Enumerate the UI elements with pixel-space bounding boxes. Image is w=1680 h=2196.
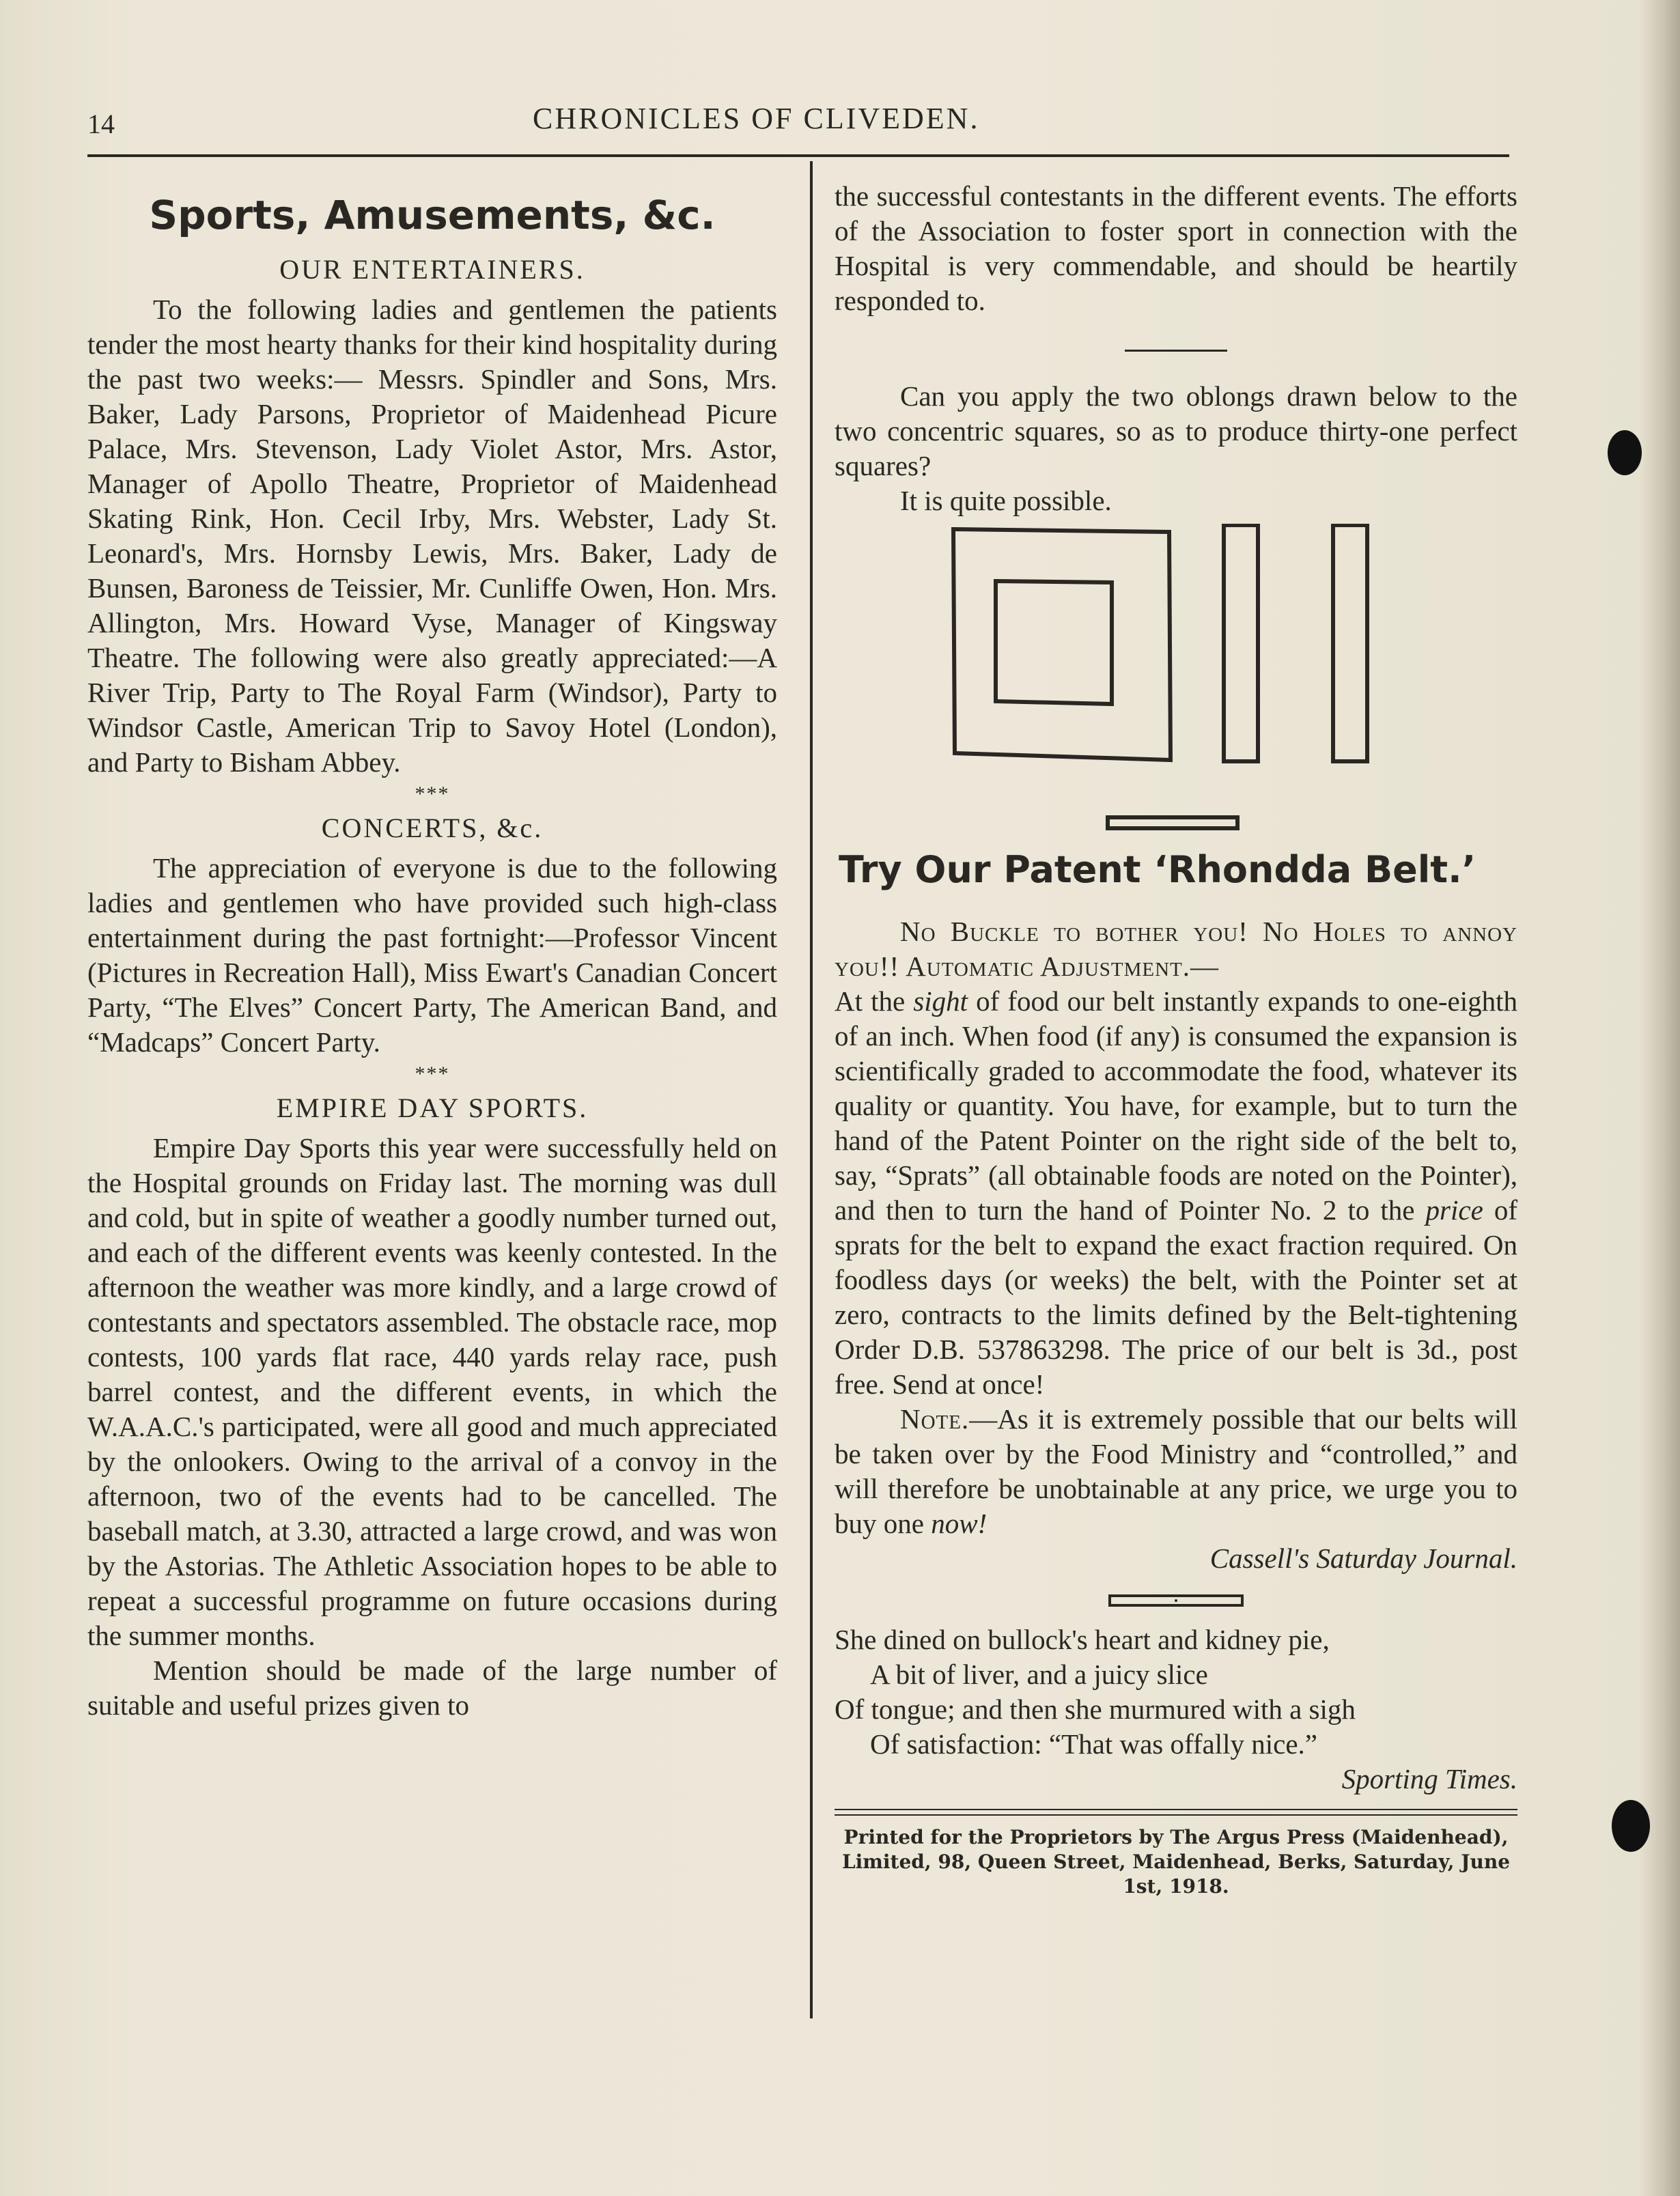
page-number: 14 (87, 109, 115, 139)
imprint-rule (835, 1809, 1517, 1816)
poem-line: Of satisfaction: “That was offally nice.” (870, 1728, 1317, 1760)
empire-heading: EMPIRE DAY SPORTS. (276, 1093, 589, 1123)
empire-body-2: Mention should be made of the large number of suitable and useful prizes given to (87, 1655, 777, 1721)
column-divider (810, 161, 813, 2018)
right-column (835, 179, 1517, 1899)
poem (835, 1622, 1517, 1762)
entertainers-heading: OUR ENTERTAINERS. (279, 254, 585, 285)
concerts-heading: CONCERTS, &c. (321, 813, 544, 843)
book-spine-shadow (1639, 0, 1680, 2196)
poem-line: A bit of liver, and a juicy slice (870, 1659, 1208, 1690)
header-rule (87, 154, 1509, 157)
entertainers-body: To the following ladies and gentlemen the patients tender the most hearty thanks for their kind hospitality during the past two weeks:— Messrs. Spindler and Sons, Mrs. Baker, Lady Parsons, Proprietor of Maidenhead Picure Palace, Mrs. Stevenson, Lady Violet Astor, Mrs. Astor, Manager of Apollo Theatre, Proprietor of Maidenhead Skating Rink, Hon. Cecil Irby, Mrs. Webster, Lady St. Leonard's, Mrs. Hornsby Lewis, Mrs. Baker, Lady de Bunsen, Baroness de Teissier, Mr. Cunliffe Owen, Hon. Mrs. Allington, Mrs. Howard Vyse, Manager of Kingsway Theatre. The following were also greatly appreciated:—A River Trip, Party to The Royal Farm (Windsor), Party to Windsor Castle, American Trip to Savoy Hotel (London), and Party to Bisham Abbey. (87, 294, 777, 778)
poem-line: Of tongue; and then she murmured with a sigh (835, 1693, 1356, 1725)
oblong-2 (1333, 525, 1367, 761)
advert-lead: No Buckle to bother you! No Holes to annoy you!! Automatic Adjustment.— (835, 916, 1517, 982)
advert-body: At the sight of food our belt instantly expands to one-eighth of an inch. When food (if any) is consumed the expansion is scientifically graded to accommodate the food, whatever its quality or quantity. You have, for example, but to turn the hand of the Patent Pointer on the right side of the belt to, say, “Sprats” (all obtainable foods are noted on the Pointer), and then to turn the hand of Pointer No. 2 to the price of sprats for the belt to expand the exact fraction required. On foodless days (or weeks) the belt, with the Pointer set at zero, contracts to the limits defined by the Belt-tightening Order D.B. 537863298. The price of our belt is 3d., post free. Send at once! (835, 985, 1518, 1400)
printer-imprint: Printed for the Proprietors by The Argus Press (Maidenhead), Limited, 98, Queen Street, Maidenhead, Berks, Saturday, June 1st, 1918. (841, 1826, 1511, 1898)
puzzle-diagram (951, 524, 1429, 831)
inner-square (996, 581, 1112, 704)
separator-stars: *** (415, 1062, 450, 1085)
empire-body: Empire Day Sports this year were successfully held on the Hospital grounds on Friday last. The morning was dull and cold, but in spite of weather a goodly number turned out, and each of the different events was keenly contested. In the afternoon the weather was more kindly, and a large crowd of contestants and spectators assembled. The obstacle race, mop contests, 100 yards flat race, 440 yards relay race, push barrel contest, and the different events, in which the W.A.A.C.'s participated, were all good and much appreciated by the onlookers. Owing to the arrival of a convoy in the afternoon, two of the events had to be cancelled. The baseball match, at 3.30, attracted a large crowd, and was won by the Astorias. The Athletic Association hopes to be able to repeat a successful programme on future occasions during the summer months. (87, 1132, 777, 1651)
outer-square (953, 529, 1171, 760)
poem-source: Sporting Times. (1341, 1763, 1517, 1794)
advert-note: Note.—As it is extremely possible that our belts will be taken over by the Food Ministry and “controlled,” and will therefore be unobtainable at any price, we urge you to buy one now! (835, 1403, 1517, 1539)
section-title: Sports, Amusements, &c. (149, 192, 716, 238)
concerts-body: The appreciation of everyone is due to the following ladies and gentlemen who have provided such high-class entertainment during the past fortnight:—Professor Vincent (Pictures in Recreation Hall), Miss Ewart's Canadian Concert Party, “The Elves” Concert Party, The American Band, and “Madcaps” Concert Party. (87, 852, 777, 1058)
continuation-text: the successful contestants in the different events. The efforts of the Association to foster sport in connection with the Hospital is very commendable, and should be heartily responded to. (835, 180, 1517, 316)
puzzle-answer: It is quite possible. (900, 485, 1112, 516)
poem-line: She dined on bullock's heart and kidney pie, (835, 1624, 1330, 1655)
oblong-3 (1108, 817, 1237, 828)
advert-title: Try Our Patent ‘Rhondda Belt.’ (839, 848, 1476, 891)
punch-hole (1608, 430, 1642, 475)
punch-hole (1612, 1800, 1650, 1852)
advert-source: Cassell's Saturday Journal. (1209, 1543, 1517, 1574)
oblong-1 (1224, 525, 1258, 761)
short-rule (1125, 350, 1227, 352)
running-title: CHRONICLES OF CLIVEDEN. (533, 102, 980, 135)
belt-ornament (1108, 1594, 1244, 1607)
left-column (87, 179, 777, 1723)
separator-stars: *** (415, 783, 450, 805)
puzzle-question: Can you apply the two oblongs drawn below to the two concentric squares, so as to produce thirty-one perfect squares? (835, 380, 1517, 481)
